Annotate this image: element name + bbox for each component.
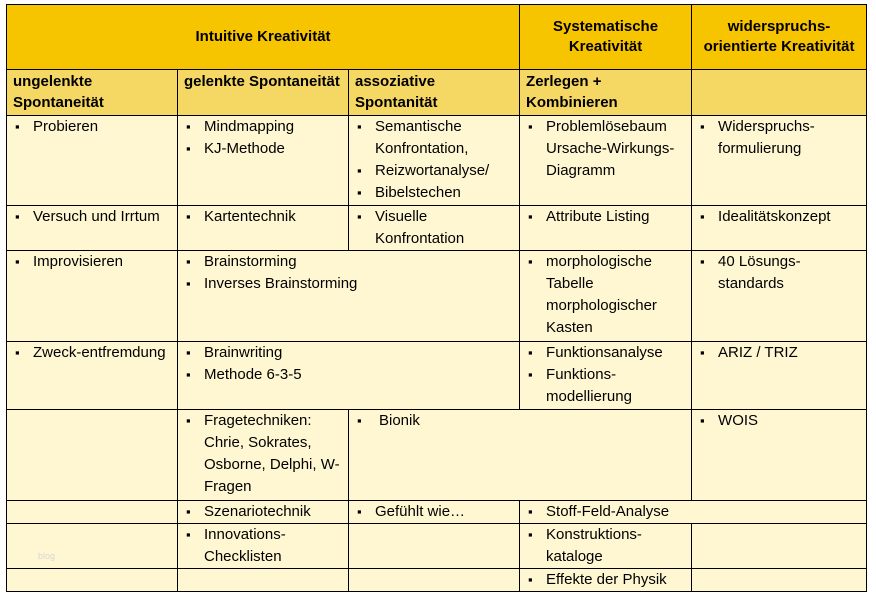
cell-r8-c1 — [7, 569, 178, 592]
bullet-list — [528, 524, 687, 568]
subheader-c4: Zerlegen + Kombinieren — [520, 70, 692, 116]
list-item: ▪ ARIZ / TRIZ — [700, 342, 862, 364]
header-systematic: Systematische Kreativität — [520, 5, 692, 70]
bullet-list — [357, 501, 515, 523]
cell-r1-c2 — [178, 116, 349, 206]
subheader-c3: assoziative Spontanität — [349, 70, 520, 116]
cell-r5-c1 — [7, 410, 178, 501]
bullet-list — [15, 206, 173, 228]
list-item: ▪ Problemlösebaum Ursache-Wirkungs-Diagramm — [528, 116, 687, 182]
list-item: ▪ WOIS — [700, 410, 862, 432]
cell-r6-c1 — [7, 501, 178, 524]
bullet-list — [528, 251, 687, 339]
bullet-list — [357, 410, 687, 432]
cell-r1-c3 — [349, 116, 520, 206]
bullet-list — [528, 206, 687, 228]
bullet-list — [186, 501, 344, 523]
list-item: ▪ Mindmapping — [186, 116, 344, 138]
table-row — [7, 251, 867, 342]
cell-r2-c1 — [7, 206, 178, 251]
bullet-list — [700, 251, 862, 295]
bullet-list — [186, 342, 515, 386]
list-item: ▪ Semantische Konfrontation, — [357, 116, 515, 160]
cell-r2-c3 — [349, 206, 520, 251]
cell-r7-c3 — [349, 524, 520, 569]
bullet-list — [700, 206, 862, 228]
list-item: ▪ Methode 6-3-5 — [186, 364, 515, 386]
subheader-row — [7, 70, 867, 116]
bullet-list — [186, 410, 344, 498]
watermark: blog — [38, 551, 56, 561]
cell-r8-c4 — [520, 569, 692, 592]
cell-r4-c5 — [692, 342, 867, 410]
bullet-list — [186, 116, 344, 160]
bullet-list — [528, 569, 687, 591]
bullet-list — [700, 116, 862, 160]
bullet-list — [357, 116, 515, 204]
table-row — [7, 569, 867, 592]
list-item: ▪ KJ-Methode — [186, 138, 344, 160]
list-item: ▪ Funktionsanalyse — [528, 342, 687, 364]
cell-r6-c45 — [520, 501, 867, 524]
list-item: ▪ Inverses Brainstorming — [186, 273, 515, 295]
cell-r8-c3 — [349, 569, 520, 592]
table-row — [7, 342, 867, 410]
list-item: ▪ Bionik — [357, 410, 687, 432]
bullet-list — [15, 342, 173, 364]
cell-r5-c34 — [349, 410, 692, 501]
cell-r4-c1 — [7, 342, 178, 410]
table-row — [7, 524, 867, 569]
subheader-c5 — [692, 70, 867, 116]
cell-r1-c4 — [520, 116, 692, 206]
list-item: ▪ Fragetechniken: Chrie, Sokrates, Osborne, Delphi, W-Fragen — [186, 410, 344, 498]
table-row — [7, 501, 867, 524]
list-item: ▪ Attribute Listing — [528, 206, 687, 228]
cell-r2-c4 — [520, 206, 692, 251]
cell-r4-c4 — [520, 342, 692, 410]
cell-r7-c2 — [178, 524, 349, 569]
cell-r8-c2 — [178, 569, 349, 592]
cell-r5-c2 — [178, 410, 349, 501]
cell-r7-c1 — [7, 524, 178, 569]
list-item: ▪ Effekte der Physik — [528, 569, 687, 591]
cell-r5-c5 — [692, 410, 867, 501]
list-item: ▪ 40 Lösungs-standards — [700, 251, 862, 295]
bullet-list — [528, 501, 862, 523]
cell-r3-c23 — [178, 251, 520, 342]
list-item: ▪ Brainstorming — [186, 251, 515, 273]
list-item: ▪ Brainwriting — [186, 342, 515, 364]
bullet-list — [700, 410, 862, 432]
list-item: ▪ Zweck-entfremdung — [15, 342, 173, 364]
list-item: ▪ Probieren — [15, 116, 173, 138]
header-row — [7, 5, 867, 70]
list-item: ▪ Konstruktions-kataloge — [528, 524, 687, 568]
list-item: ▪ morphologische Tabelle morphologischer Kasten — [528, 251, 687, 339]
bullet-list — [15, 251, 173, 273]
list-item: ▪ Szenariotechnik — [186, 501, 344, 523]
list-item: ▪ Reizwortanalyse/ — [357, 160, 515, 182]
cell-r1-c5 — [692, 116, 867, 206]
list-item: ▪ Widerspruchs-formulierung — [700, 116, 862, 160]
subheader-c1: ungelenkte Spontaneität — [7, 70, 178, 116]
list-item: ▪ Idealitätskonzept — [700, 206, 862, 228]
cell-r1-c1 — [7, 116, 178, 206]
bullet-list — [700, 342, 862, 364]
cell-r7-c5 — [692, 524, 867, 569]
table-row — [7, 116, 867, 206]
bullet-list — [186, 206, 344, 228]
header-intuitive: Intuitive Kreativität — [7, 5, 520, 70]
cell-r3-c1 — [7, 251, 178, 342]
bullet-list — [528, 116, 687, 182]
list-item: ▪ Bibelstechen — [357, 182, 515, 204]
subheader-c2: gelenkte Spontaneität — [178, 70, 349, 116]
bullet-list — [186, 251, 515, 295]
creativity-methods-table — [6, 4, 867, 592]
list-item: ▪ Innovations-Checklisten — [186, 524, 344, 568]
cell-r6-c2 — [178, 501, 349, 524]
table-row — [7, 410, 867, 501]
list-item: ▪ Visuelle Konfrontation — [357, 206, 515, 250]
bullet-list — [528, 342, 687, 408]
cell-r3-c4 — [520, 251, 692, 342]
list-item: ▪ Stoff-Feld-Analyse — [528, 501, 862, 523]
list-item: ▪ Funktions-modellierung — [528, 364, 687, 408]
header-contradiction: widerspruchs-orientierte Kreativität — [692, 5, 867, 70]
list-item: ▪ Kartentechnik — [186, 206, 344, 228]
bullet-list — [357, 206, 515, 250]
bullet-list — [15, 116, 173, 138]
list-item: ▪ Improvisieren — [15, 251, 173, 273]
list-item: ▪ Gefühlt wie… — [357, 501, 515, 523]
cell-r2-c2 — [178, 206, 349, 251]
bullet-list — [186, 524, 344, 568]
cell-r8-c5 — [692, 569, 867, 592]
cell-r2-c5 — [692, 206, 867, 251]
table-row — [7, 206, 867, 251]
cell-r3-c5 — [692, 251, 867, 342]
cell-r6-c3 — [349, 501, 520, 524]
list-item: ▪ Versuch und Irrtum — [15, 206, 173, 228]
cell-r4-c23 — [178, 342, 520, 410]
cell-r7-c4 — [520, 524, 692, 569]
